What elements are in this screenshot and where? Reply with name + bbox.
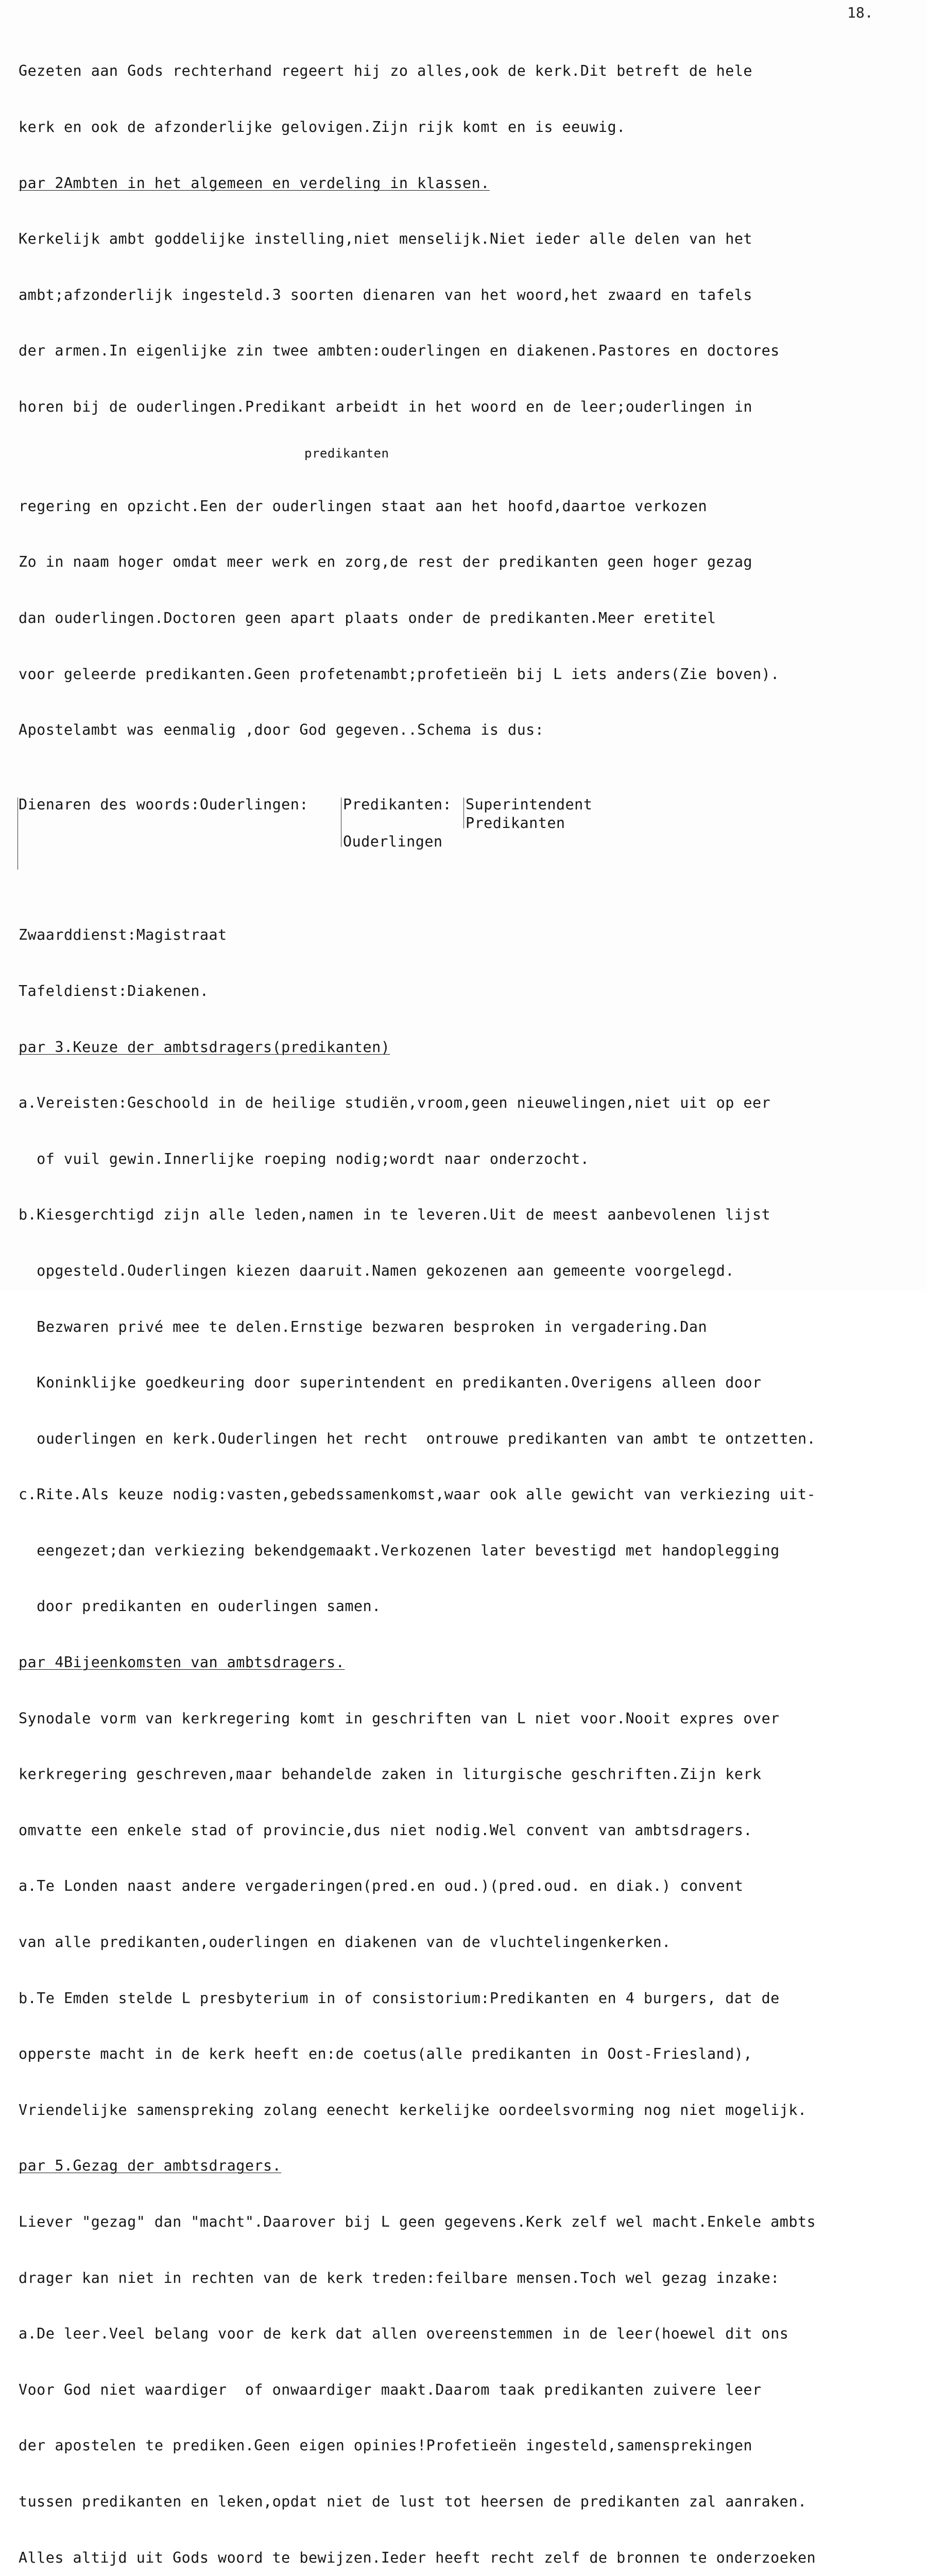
inserted-word: predikanten (304, 446, 389, 461)
text-line: a.De leer.Veel belang voor de kerk dat allen overeenstemmen in de leer(hoewel dit ons (19, 2325, 789, 2343)
text-line: ambt;afzonderlijk ingesteld.3 soorten dienaren van het woord,het zwaard en tafels (19, 286, 753, 303)
text-line: Bezwaren privé mee te delen.Ernstige bezwaren besproken in vergadering.Dan (19, 1318, 708, 1335)
text-line: b.Kiesgerchtigd zijn alle leden,namen in te leveren.Uit de meest aanbevolenen lijst (19, 1206, 771, 1224)
text-line: van alle predikanten,ouderlingen en diakenen van de vluchtelingenkerken. (19, 1934, 671, 1951)
document-body (19, 25, 920, 2576)
text-line: drager kan niet in rechten van de kerk treden:feilbare mensen.Toch wel gezag inzake: (19, 2269, 780, 2286)
schema-row1-mid: Predikanten: (343, 795, 452, 813)
text-line: omvatte een enkele stad of provincie,dus niet nodig.Wel convent van ambtsdragers. (19, 1821, 753, 1839)
text-line: Synodale vorm van kerkregering komt in geschriften van L niet voor.Nooit expres over (19, 1709, 780, 1727)
text-line: a.Vereisten:Geschoold in de heilige studiën,vroom,geen nieuwelingen,niet uit op eer (19, 1094, 771, 1112)
text-line: Tafeldienst:Diakenen. (19, 982, 209, 999)
office-schema (19, 795, 920, 870)
text-line: Zo in naam hoger omdat meer werk en zorg,de rest der predikanten geen hoger gezag (19, 553, 753, 571)
text-line: der apostelen te prediken.Geen eigen opinies!Profetieën ingesteld,samensprekingen (19, 2437, 753, 2454)
text-line: der armen.In eigenlijke zin twee ambten:ouderlingen en diakenen.Pastores en doctores (19, 342, 780, 360)
text-line: Voor God niet waardiger of onwaardiger maakt.Daarom taak predikanten zuivere leer (19, 2381, 762, 2398)
text-line: kerkregering geschreven,maar behandelde zaken in liturgische geschriften.Zijn kerk (19, 1766, 762, 1783)
text-line: ouderlingen en kerk.Ouderlingen het recht ontrouwe predikanten van ambt te ontzetten. (19, 1430, 816, 1447)
schema-row3-mid: Ouderlingen (343, 833, 443, 850)
text-line: Alles altijd uit Gods woord te bewijzen.Ieder heeft recht zelf de bronnen te onderzoeken (19, 2549, 816, 2566)
text-line: opperste macht in de kerk heeft en:de coetus(alle predikanten in Oost-Friesland), (19, 2045, 753, 2063)
text-line: b.Te Emden stelde L presbyterium in of consistorium:Predikanten en 4 burgers, dat de (19, 1989, 780, 2007)
schema-row1-left: Dienaren des woords:Ouderlingen: (19, 795, 308, 813)
text-line: Gezeten aan Gods rechterhand regeert hij zo alles,ook de kerk.Dit betreft de hele (19, 62, 753, 80)
text-line: dan ouderlingen.Doctoren geen apart plaats onder de predikanten.Meer eretitel (19, 609, 716, 626)
text-line: a.Te Londen naast andere vergaderingen(pred.en oud.)(pred.oud. en diak.) convent (19, 1877, 744, 1895)
section-heading: par 4Bijeenkomsten van ambtsdragers. (19, 1654, 345, 1671)
text-line: kerk en ook de afzonderlijke gelovigen.Zijn rijk komt en is eeuwig. (19, 118, 626, 135)
section-heading: par 5.Gezag der ambtsdragers. (19, 2157, 282, 2175)
text-line: Kerkelijk ambt goddelijke instelling,niet menselijk.Niet ieder alle delen van het (19, 230, 753, 248)
page-number: 18. (847, 4, 873, 21)
text-line: door predikanten en ouderlingen samen. (19, 1598, 381, 1615)
text-line: Apostelambt was eenmalig ,door God gegeven..Schema is dus: (19, 721, 544, 739)
schema-row1-right: Superintendent (466, 795, 593, 813)
text-line: Vriendelijke samenspreking zolang eenecht kerkelijke oordeelsvorming nog niet mogelijk. (19, 2101, 807, 2119)
text-line: regering en opzicht.Een der ouderlingen staat aan het hoofd,daartoe verkozen (19, 497, 708, 515)
text-line: opgesteld.Ouderlingen kiezen daaruit.Namen gekozenen aan gemeente voorgelegd. (19, 1262, 734, 1279)
text-line: of vuil gewin.Innerlijke roeping nodig;wordt naar onderzocht. (19, 1150, 590, 1167)
text-line: tussen predikanten en leken,opdat niet de lust tot heersen de predikanten zal aanraken. (19, 2493, 807, 2510)
section-heading: par 2Ambten in het algemeen en verdeling in klassen. (19, 174, 490, 192)
text-line: eengezet;dan verkiezing bekendgemaakt.Verkozenen later bevestigd met handoplegging (19, 1541, 780, 1559)
text-line: voor geleerde predikanten.Geen profetenambt;profetieën bij L iets anders(Zie boven). (19, 665, 780, 683)
section-heading: par 3.Keuze der ambtsdragers(predikanten) (19, 1038, 390, 1056)
text-line: c.Rite.Als keuze nodig:vasten,gebedssamenkomst,waar ook alle gewicht van verkiezing uit- (19, 1486, 816, 1503)
schema-row2-right: Predikanten (466, 814, 565, 832)
text-line: horen bij de ouderlingen.Predikant arbeidt in het woord en de leer;ouderlingen in (19, 398, 753, 415)
text-line: Liever "gezag" dan "macht".Daarover bij L geen gegevens.Kerk zelf wel macht.Enkele ambts (19, 2213, 816, 2231)
text-line: Zwaarddienst:Magistraat (19, 926, 227, 944)
text-line: Koninklijke goedkeuring door superintendent en predikanten.Overigens alleen door (19, 1374, 762, 1392)
